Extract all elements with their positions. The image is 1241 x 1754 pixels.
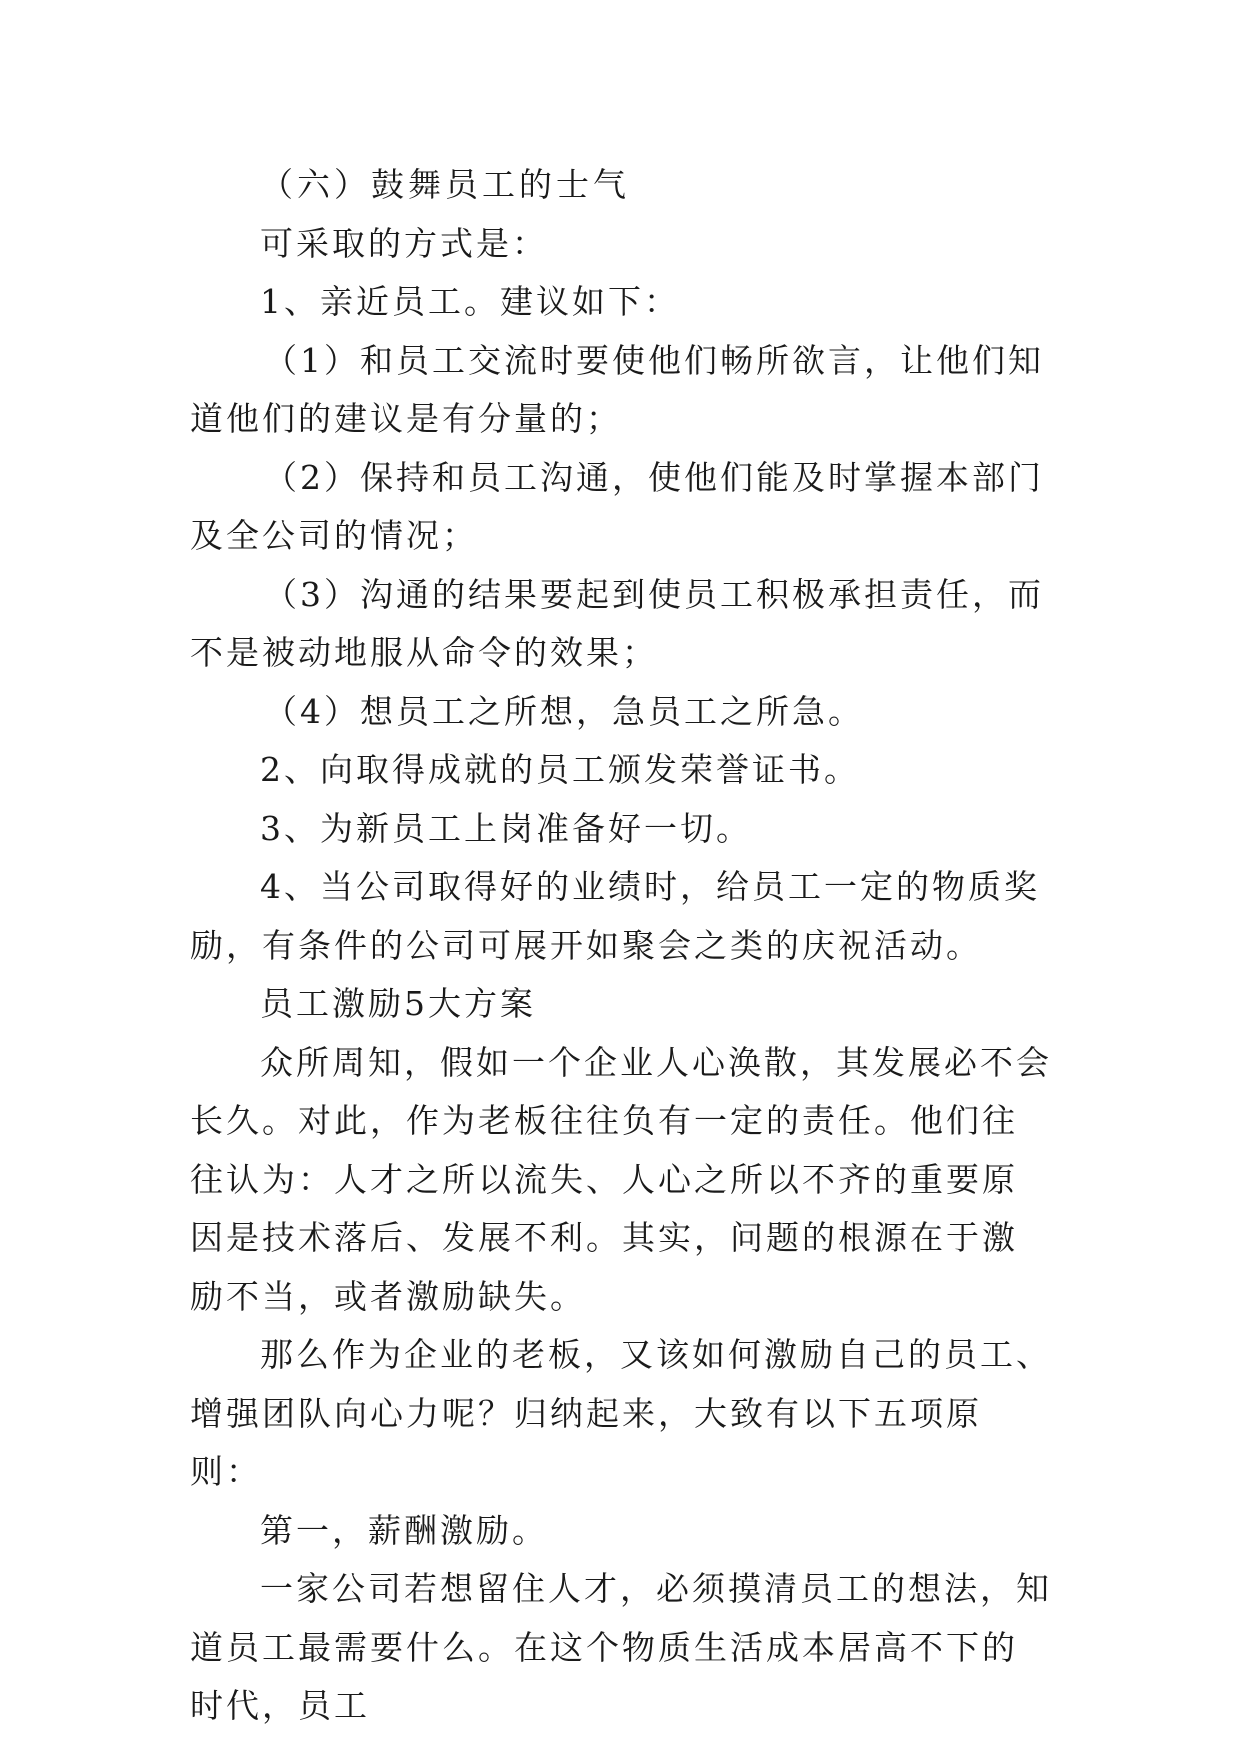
list-item: 4、当公司取得好的业绩时，给员工一定的物质奖励，有条件的公司可展开如聚会之类的庆祝活动。 [190,867,1040,965]
paragraph: 众所周知，假如一个企业人心涣散，其发展必不会长久。对此，作为老板往往负有一定的责任。他们往往认为：人才之所以流失、人心之所以不齐的重要原因是技术落后、发展不利。其实，问题的根源在于激励不当，或者激励缺失。 [190,1042,1052,1316]
paragraph: 一家公司若想留住人才，必须摸清员工的想法，知道员工最需要什么。在这个物质生活成本居高不下的时代，员工 [190,1569,1052,1725]
list-item: 2、向取得成就的员工颁发荣誉证书。 [260,750,860,789]
section-title: 员工激励5大方案 [260,984,536,1023]
list-item: 3、为新员工上岗准备好一切。 [260,808,752,848]
paragraph: 那么作为企业的老板，又该如何激励自己的员工、增强团队向心力呢？归纳起来，大致有以下五项原则： [190,1335,1052,1491]
sub-list-item: （2）保持和员工沟通，使他们能及时掌握本部门及全公司的情况； [190,457,1044,555]
sub-list-item: （3）沟通的结果要起到使员工积极承担责任，而不是被动地服从命令的效果； [190,574,1044,672]
sub-list-item: （1）和员工交流时要使他们畅所欲言，让他们知道他们的建议是有分量的； [190,340,1044,438]
paragraph: 第一，薪酬激励。 [260,1510,548,1550]
sub-list-item: （4）想员工之所想，急员工之所急。 [264,691,864,731]
section-heading: （六）鼓舞员工的士气 [260,165,630,204]
list-item: 1、亲近员工。建议如下： [260,282,680,321]
document-body [190,156,1052,1736]
paragraph: 可采取的方式是： [260,223,548,263]
